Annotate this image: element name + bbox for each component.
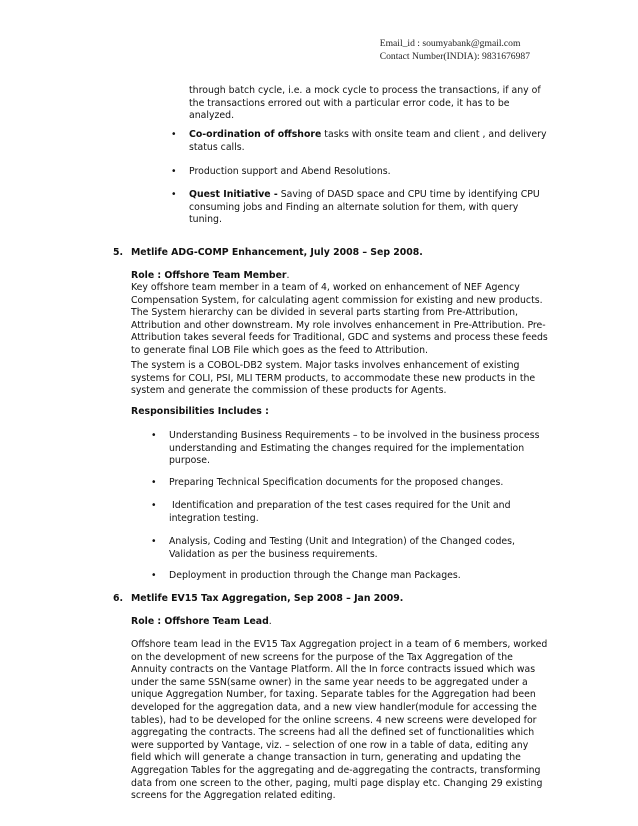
bullet-icon: • <box>171 189 177 200</box>
role-suffix: . <box>286 270 290 281</box>
bullet-text: Analysis, Coding and Testing (Unit and Integration) of the Changed codes, Validation as per the business requirements. <box>169 536 516 560</box>
bullet-text: Understanding Business Requirements – to be involved in the business process understanding and Estimating the changes required for the implementation purpose. <box>169 430 540 467</box>
bullet-bold-label: Quest Initiative - <box>189 189 278 200</box>
bullet-icon: • <box>151 570 157 581</box>
contact-header <box>380 38 530 63</box>
bullet-icon: • <box>151 430 157 441</box>
bullet-text: Deployment in production through the Change man Packages. <box>169 570 461 581</box>
project-5-number: 5. <box>113 247 124 258</box>
continued-paragraph: through batch cycle, i.e. a mock cycle to process the transactions, if any of the transactions errored out with a particular error code, it has to be analyzed. <box>189 85 541 122</box>
bullet-icon: • <box>151 536 157 547</box>
project-5-title: Metlife ADG-COMP Enhancement, July 2008 – Sep 2008. <box>131 247 423 258</box>
bullet-text: Saving of DASD space and CPU time by identifying CPU consuming jobs and Finding an alternate solution for them, with query tuning. <box>189 189 540 226</box>
bullet-icon: • <box>151 477 157 488</box>
bullet-icon: • <box>171 166 177 177</box>
project-6-number: 6. <box>113 593 124 604</box>
bullet-text: Production support and Abend Resolutions. <box>189 166 391 177</box>
project-6-title: Metlife EV15 Tax Aggregation, Sep 2008 – Jan 2009. <box>131 593 404 604</box>
bullet-icon: • <box>171 129 177 140</box>
role-label: Role : Offshore Team Lead <box>131 616 269 627</box>
project-6-role <box>131 616 272 629</box>
bullet-bold-label: Co-ordination of offshore <box>189 129 322 140</box>
role-suffix: . <box>268 616 272 627</box>
role-label: Role : Offshore Team Member <box>131 270 287 281</box>
project-5-role <box>131 270 290 283</box>
bullet-text: tasks with onsite team and client , and delivery status calls. <box>189 129 547 153</box>
project-6-description: Offshore team lead in the EV15 Tax Aggregation project in a team of 6 members, worked on the development of new screens for the purpose of the Tax Aggregation of the Annuity contracts on the Vantage Platform. All the In force contracts issued which was under the same SSN(same owner) in the same year needs to be aggregated under a unique Aggregation Number, for taxing. Separate tables for the Aggregation had been developed for the aggregation data, and a new view handler(module for accessing the tables), had to be developed for the online screens. 4 new screens were developed for aggregating the contracts. The screens had all the defined set of functionalities which were supported by Vantage, viz. – selection of one row in a table of data, editing any field which will generate a change transaction in turn, generating and updating the Aggregation Tables for the aggregating and de-aggregating the contracts, transforming data from one screen to the other, paging, multi page display etc. Changing 29 existing screens for the Aggregation related editing. <box>131 639 548 802</box>
project-5-system-description: The system is a COBOL-DB2 system. Major tasks involves enhancement of existing systems for COLI, PSI, MLI TERM products, to accommodate these new products in the system and generate the commission of these products for Agents. <box>131 360 536 397</box>
bullet-text: Preparing Technical Specification documents for the proposed changes. <box>169 477 504 488</box>
bullet-icon: • <box>151 500 157 511</box>
contact-number-line: Contact Number(INDIA): 9831676987 <box>379 50 530 62</box>
project-5-description: Key offshore team member in a team of 4, worked on enhancement of NEF Agency Compensation System, for calculating agent commission for existing and new products. The System hierarchy can be divided in several parts starting from Pre-Attribution, Attribution and other downstream. My role involves enhancement in Pre-Attribution. Pre-Attribution takes several feeds for Traditional, GDC and systems and process these feeds to generate final LOB File which goes as the feed to Attribution. <box>131 282 548 356</box>
responsibilities-heading: Responsibilities Includes : <box>131 406 269 417</box>
bullet-text: Identification and preparation of the test cases required for the Unit and integration testing. <box>169 500 514 524</box>
email-line: Email_id : soumyabank@gmail.com <box>379 38 521 49</box>
